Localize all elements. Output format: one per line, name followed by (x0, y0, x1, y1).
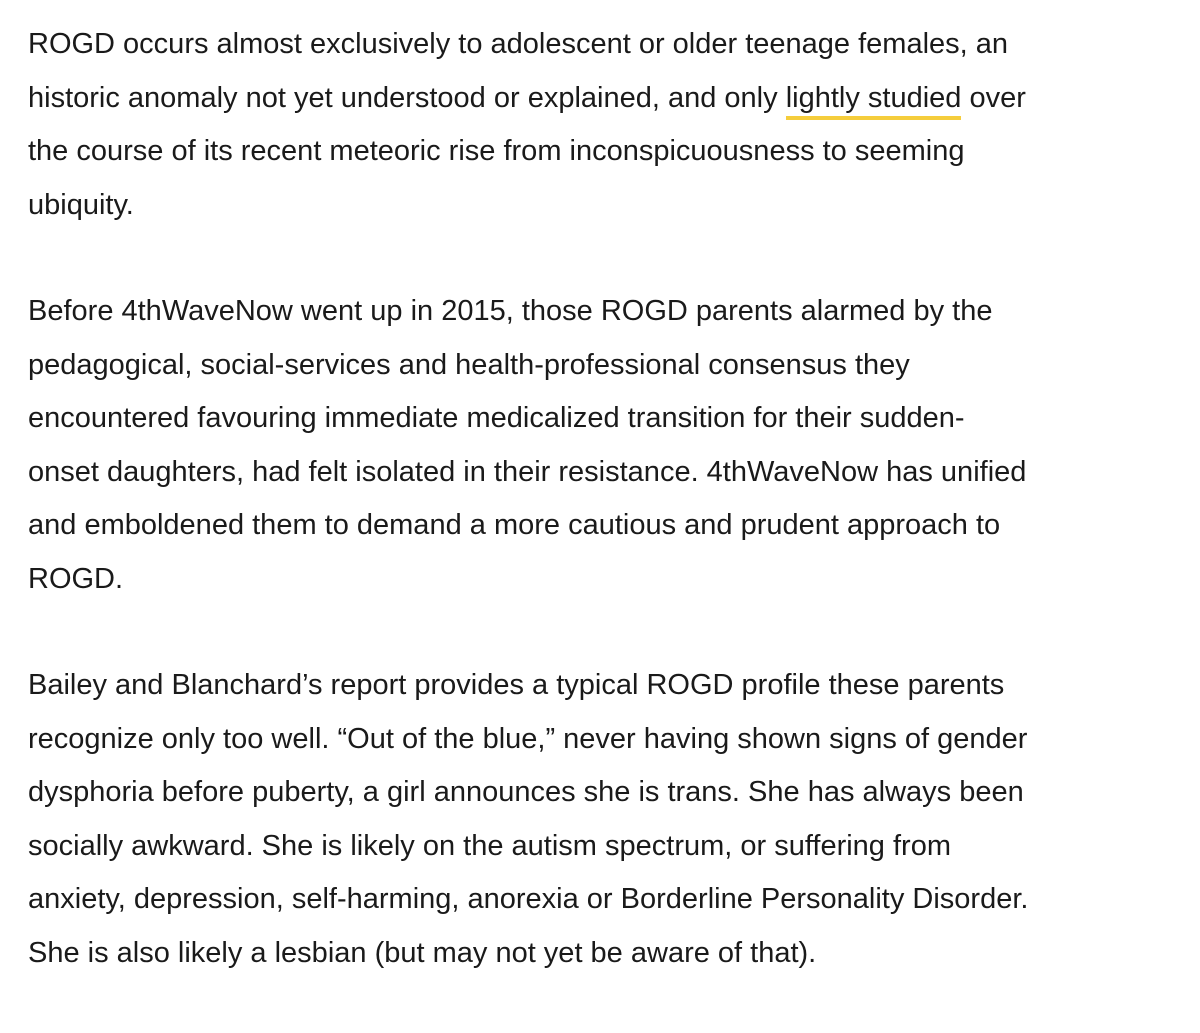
paragraph-1-text-before: ROGD occurs almost exclusively to adolescent or older teenage females, an historic anomaly not yet understood or explained, and only (28, 28, 1009, 114)
paragraph-3: Bailey and Blanchard’s report provides a typical ROGD profile these parents recognize only too well. “Out of the blue,” never having shown signs of gender dysphoria before puberty, a girl announces she is trans. She has always been socially awkward. She is likely on the autism spectrum, or suffering from anxiety, depression, self-harming, anorexia or Borderline Personality Disorder. She is also likely a lesbian (but may not yet be aware of that). (28, 669, 1029, 969)
article-body (28, 18, 1178, 1033)
paragraph-1-text-after: over the course of its recent meteoric rise from inconspicuousness to seeming ubiquity. (28, 81, 1026, 221)
lightly-studied-link[interactable]: lightly studied (786, 82, 962, 120)
paragraph-2: Before 4thWaveNow went up in 2015, those ROGD parents alarmed by the pedagogical, social-services and health-professional consensus they encountered favouring immediate medicalized transition for their sudden- onset daughters, had felt isolated in their resistance. 4thWaveNow has unified and emboldened them to demand a more cautious and prudent approach to ROGD. (28, 295, 1027, 595)
paragraph-1 (28, 18, 1178, 232)
